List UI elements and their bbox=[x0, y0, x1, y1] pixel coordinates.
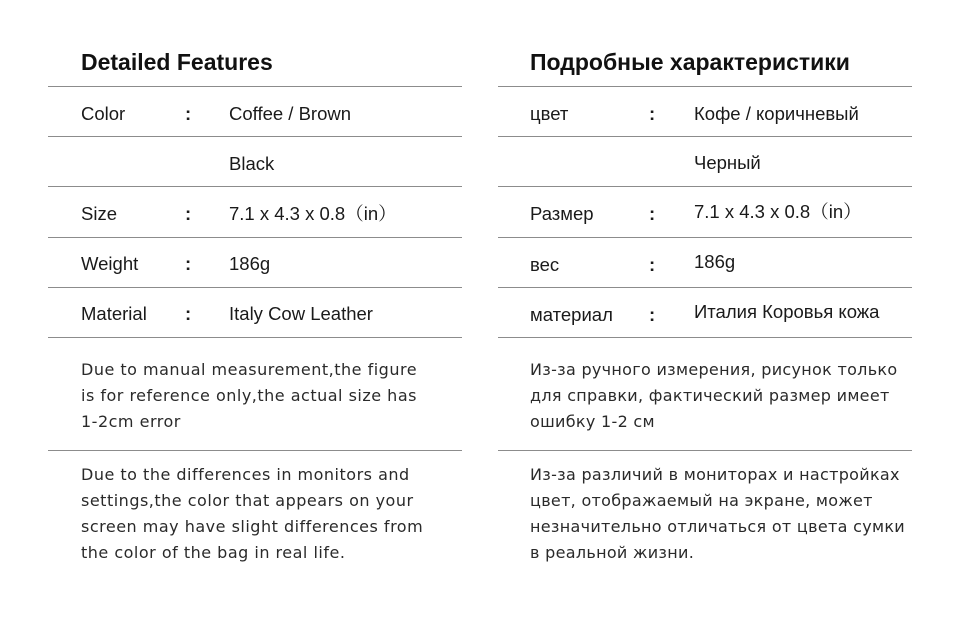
divider bbox=[498, 86, 912, 87]
divider bbox=[498, 337, 912, 338]
size-value: 7.1 x 4.3 x 0.8（in） bbox=[229, 203, 397, 224]
note-line: Из-за ручного измерения, рисунок только bbox=[530, 360, 898, 379]
divider bbox=[498, 136, 912, 137]
note-line: settings,the color that appears on your bbox=[81, 491, 414, 510]
note-line: в реальной жизни. bbox=[530, 543, 695, 562]
material-value: Италия Коровья кожа bbox=[694, 301, 880, 322]
divider bbox=[48, 450, 462, 451]
note-line: цвет, отображаемый на экране, может bbox=[530, 491, 873, 510]
note-line: незначительно отличаться от цвета сумки bbox=[530, 517, 906, 536]
color-alt-value: Черный bbox=[694, 152, 761, 173]
note-line: is for reference only,the actual size has bbox=[81, 386, 417, 405]
measurement-note bbox=[530, 357, 906, 435]
divider bbox=[48, 186, 462, 187]
color-label: цвет bbox=[530, 103, 569, 124]
divider bbox=[48, 337, 462, 338]
note-line: Due to manual measurement,the figure bbox=[81, 360, 418, 379]
panel-title: Detailed Features bbox=[81, 49, 273, 75]
note-line: Due to the differences in monitors and bbox=[81, 465, 410, 484]
divider bbox=[48, 136, 462, 137]
size-colon: : bbox=[649, 203, 656, 224]
note-line: ошибку 1-2 см bbox=[530, 412, 655, 431]
size-label: Размер bbox=[530, 203, 594, 224]
size-colon: : bbox=[185, 203, 192, 224]
note-line: screen may have slight differences from bbox=[81, 517, 424, 536]
color-difference-note bbox=[81, 462, 457, 566]
material-label: материал bbox=[530, 304, 613, 325]
divider bbox=[48, 287, 462, 288]
color-colon: : bbox=[185, 103, 192, 124]
weight-label: Weight bbox=[81, 253, 139, 274]
weight-colon: : bbox=[649, 254, 656, 275]
material-colon: : bbox=[185, 303, 192, 324]
divider bbox=[48, 86, 462, 87]
color-label: Color bbox=[81, 103, 126, 124]
color-value: Coffee / Brown bbox=[229, 103, 352, 124]
divider bbox=[48, 237, 462, 238]
color-alt-value: Black bbox=[229, 153, 275, 174]
size-value: 7.1 x 4.3 x 0.8（in） bbox=[694, 201, 862, 222]
material-value: Italy Cow Leather bbox=[229, 303, 373, 324]
material-label: Material bbox=[81, 303, 147, 324]
note-line: для справки, фактический размер имеет bbox=[530, 386, 890, 405]
color-value: Кофе / коричневый bbox=[694, 103, 859, 124]
divider bbox=[498, 237, 912, 238]
measurement-note bbox=[81, 357, 457, 435]
material-colon: : bbox=[649, 304, 656, 325]
note-line: Из-за различий в мониторах и настройках bbox=[530, 465, 900, 484]
size-label: Size bbox=[81, 203, 117, 224]
note-line: the color of the bag in real life. bbox=[81, 543, 346, 562]
weight-value: 186g bbox=[229, 253, 271, 274]
note-line: 1-2cm error bbox=[81, 412, 181, 431]
divider bbox=[498, 186, 912, 187]
color-colon: : bbox=[649, 103, 656, 124]
divider bbox=[498, 287, 912, 288]
divider bbox=[498, 450, 912, 451]
color-difference-note bbox=[530, 462, 906, 566]
weight-label: вес bbox=[530, 254, 560, 275]
weight-colon: : bbox=[185, 253, 192, 274]
panel-title: Подробные характеристики bbox=[530, 49, 850, 75]
weight-value: 186g bbox=[694, 251, 736, 272]
